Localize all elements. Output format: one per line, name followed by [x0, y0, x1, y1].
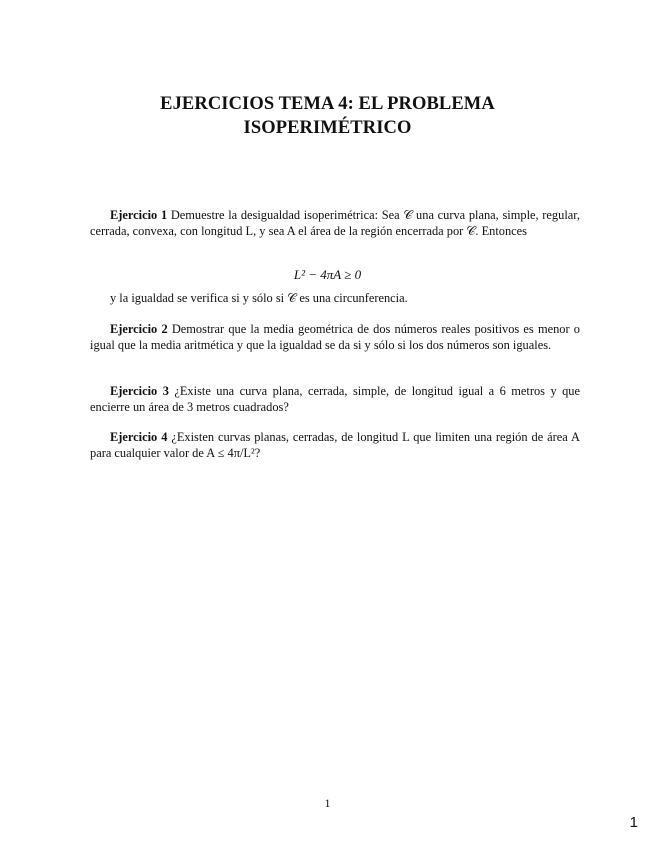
exercise-1-equation: L² − 4πA ≥ 0 [293, 267, 362, 282]
exercise-1-after-text: y la igualdad se verifica si y sólo si 𝒞 es una circunferencia. [110, 291, 408, 305]
exercise-3-text: ¿Existe una curva plana, cerrada, simple, de longitud igual a 6 metros y que encierre un área de 3 metros cuadrados? [90, 384, 580, 414]
exercise-2-label: Ejercicio 2 [110, 322, 168, 336]
page-number: 1 [324, 796, 331, 810]
exercise-3 [90, 383, 580, 415]
viewer-page-indicator: 1 [629, 814, 638, 831]
exercise-1-text: Demuestre la desigualdad isoperimétrica: Sea 𝒞 una curva plana, simple, regular, cerrada, convexa, con longitud L, y sea A el área de la región encerrada por 𝒞. Entonces [90, 208, 580, 238]
exercise-1-label: Ejercicio 1 [110, 208, 168, 222]
exercise-4 [90, 429, 580, 461]
exercise-4-text: ¿Existen curvas planas, cerradas, de longitud L que limiten una región de área A para cualquier valor de A ≤ 4π/L²? [90, 430, 580, 460]
exercise-2 [90, 321, 580, 353]
title-line-2: ISOPERIMÉTRICO [243, 118, 412, 138]
page-title [0, 92, 655, 140]
exercise-1 [90, 207, 580, 239]
exercise-3-label: Ejercicio 3 [110, 384, 169, 398]
exercise-4-label: Ejercicio 4 [110, 430, 168, 444]
exercise-2-text: Demostrar que la media geométrica de dos números reales positivos es menor o igual que la media aritmética y que la igualdad se da si y sólo si los dos números son iguales. [90, 322, 580, 352]
title-line-1: EJERCICIOS TEMA 4: EL PROBLEMA [160, 94, 495, 114]
